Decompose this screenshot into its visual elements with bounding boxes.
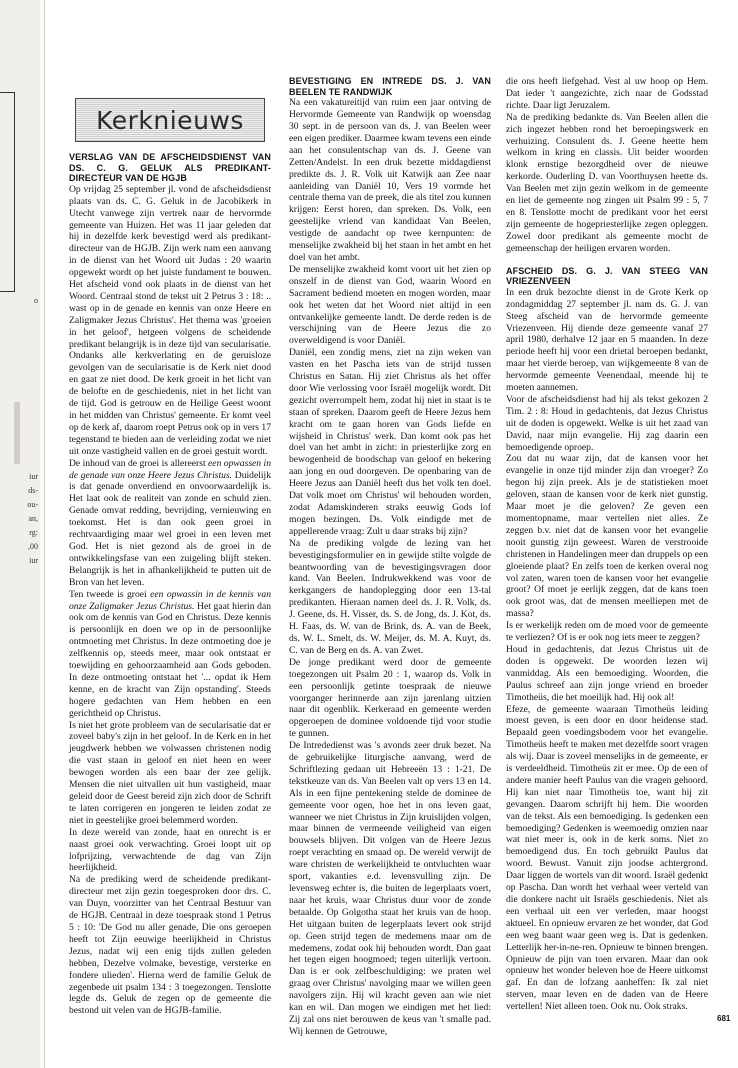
section-logo [75, 98, 265, 142]
column-left [69, 152, 271, 1017]
article-paragraph: De jonge predikant werd door de gemeente toegezongen uit Psalm 20 : 1, waarop ds. Volk in een persoonlijk getinte toespraak de nieuwe voorganger herinnerde aan zijn jarenlang uitzien naar dit ogenblik. Kerkeraad en gemeente werden opgeroepen de dominee voldoende tijd voor studie te gunnen. [289, 656, 491, 740]
article-paragraph: Op vrijdag 25 september jl. vond de afscheidsdienst plaats van ds. C. G. Geluk in de Jacobikerk in Utecht vanwege zijn vertrek naar de hervormde gemeente van Huizen. Het was 11 jaar geleden dat hij in dezelfde kerk bevestigd werd als predikant-directeur van de HGJB. Zijn werk nam een aanvang in de dienst van het Woord uit Judas : 20 waarin opgewekt wordt op het juiste fundament te bouwen. Het afscheid vond ook plaats in de dienst van het Woord. Centraal stond de tekst uit 2 Petrus 3 : 18: .. wast op in de genade en kennis van onze Heere en Zaligmaker Jezus Christus'. Het thema was 'groeien in het geloof', hetgeen volgens de scheidende predikant belangrijk is in deze tijd van secularisatie. Ondanks alle kerkverlating en de geruisloze gevolgen van de secularisatie is de Kerk niet dood en gaat ze niet dood. De kerk groeit in het licht van de belofte en de geschiedenis, niet in het licht van de tijd. God is getrouw en de Heilige Geest woont in het midden van Christus' gemeente. Er komt veel op de kerk af, daarom roept Petrus ook op in vers 17 tegenstand te bieden aan de verleiding zodat we niet uit onze vastigheid vallen en de groei gestuit wordt. [69, 183, 271, 457]
edge-fragment: iur [29, 472, 38, 481]
column-right [506, 76, 708, 1013]
emphasis-text: een opwassin in de kennis van onze Zaligmaker Jezus Christus. [69, 588, 271, 612]
page-number: 681 [717, 1014, 731, 1023]
article-headline-bevestiging: BEVESTIGING EN INTREDE DS. J. VAN BEELEN TE RANDWIJK [289, 76, 491, 97]
edge-fragment: rg: [29, 528, 38, 537]
article-paragraph: Daniël, een zondig mens, ziet na zijn weken van vasten en het Pascha iets van de strijd tussen Christus en Satan. Hij ziet Christus als het offer door Wie verlossing voor Israël mogelijk wordt. Dit gezicht overrompelt hem, zodat hij niet in staat is te staan of spreken. Daarom geeft de Heere Jezus hem kracht om te gaan horen van Gods liefde en wijsheid in Christus' werk. Dan komt ook pas het doel van het ambt in zicht: in priesterlijke zorg en bewogenheid de boodschap van geloof en bekering aan jong en oud doorgeven. De openbaring van de Heere Jezus aan Daniël heeft dus het volk ten doel. Dat volk moet om Christus' wil behouden worden, zodat Adamskinderen straks eeuwig Gods lof mogen bezingen. Ds. Volk eindigde met de appellerende vraag: Zult u daar straks bij zijn? [289, 347, 491, 537]
magazine-page [44, 0, 738, 1068]
article-separator [506, 255, 708, 266]
article-paragraph: die ons heeft liefgehad. Vest al uw hoop op Hem. Dat ieder 't aangezichte, zich naar de Godsstad richte. Daar ligt Jeruzalem. [506, 76, 708, 111]
article-paragraph [69, 458, 271, 589]
article-paragraph: Voor de afscheidsdienst had hij als tekst gekozen 2 Tim. 2 : 8: Houd in gedachtenis, dat Jezus Christus uit de doden is opgewekt. Welke is uit het zaad van David, naar mijn evangelie. Hij zag daarin een bemoedigende oproep. [506, 393, 708, 453]
article-paragraph: Na een vakatureitijd van ruim een jaar ontving de Hervormde Gemeente van Randwijk op woensdag 30 sept. in de persoon van ds. J. van Beelen weer een eigen prediker. Daarmee kwam tevens een einde aan het consulentschap van ds. J. Geene van Zetten/Andelst. In een druk bezette middagdienst predikte ds. J. R. Volk uit Katwijk aan Zee naar aanleiding van Daniël 10, Vers 19 vormde het centrale thema van de preek, die als titel zou kunnen krijgen: Eerst horen, dan spreken. Ds. Volk, een geestelijke vriend van kandidaat Van Beelen, vestigde de aandacht op twee kernpunten: de menselijke zwakheid bij het staan in het ambt en het doel van het ambt. [289, 97, 491, 263]
article-paragraph: Na de prediking werd de scheidende predikant-directeur met zijn gezin toegesproken door drs. C. van Duyn, voorzitter van het Centraal Bestuur van de HGJB. Centraal in deze toespraak stond 1 Petrus 5 : 10: 'De God nu aller genade, Die ons geroepen heeft tot Zijn eeuwige heerlijkheid in Christus Jezus, nadat wij een enig tijds zullen geleden hebben, Dezelve volmake, bevestige, versterke en fondere ulieden'. Hierna werd de familie Geluk de zegenbede uit psalm 134 : 3 toegezongen. Tenslotte legde ds. Geluk de zegen op de gemeente die bestond uit velen van de HGJB-familie. [69, 874, 271, 1017]
article-paragraph: Na de prediking bedankte ds. Van Beelen allen die zich ingezet hebben rond het beroepingswerk en verhuizing. Consulent ds. J. Geene heette hem welkom in kring en classis. Uit beider woorden klonk ernstige bezorgdheid over de nieuwe kerkorde. Ouderling D. van Voorthuysen heette ds. Van Beelen met zijn gezin welkom in de gemeente en liet de gemeente nog zingen uit Psalm 99 : 5, 7 en 8. Tenslotte mocht de predikant voor het eerst zijn gemeente de hogepriesterlijke zegen opleggen. Zowel door predikant als gemeente mocht de gemeenschap der heiligen ervaren worden. [506, 111, 708, 254]
article-paragraph: De menselijke zwakheid komt voort uit het zien op onszelf in de dienst van God, waarin Woord en Sacrament bediend moeten en mogen worden, maar ook het weten dat het Woord niet altijd in een ontvankelijke gemeente landt. De derde reden is de verschijning van de Heere Jezus die zo overweldigend is voor Daniël. [289, 263, 491, 347]
edge-fragment: iur [29, 556, 38, 565]
adjacent-page-rule [0, 92, 15, 292]
article-paragraph: Houd in gedachtenis, dat Jezus Christus uit de doden is opgewekt. De woorden lezen wij vanmiddag. Als een bemoediging. Woorden, die Paulus schreef aan zijn jonge vriend en broeder Timotheüs, die het moeilijk had. Hij ook al! [506, 643, 708, 703]
edge-fragment: ou- [27, 500, 38, 509]
article-paragraph: In een druk bezochte dienst in de Grote Kerk op zondagmiddag 27 september jl. nam ds. G. J. van Steeg afscheid van de hervormde gemeente Vriezenveen. Hij diende deze gemeente vanaf 27 april 1980, derhalve 12 jaar en 5 maanden. In deze periode heeft hij voor een drietal beroepen bedankt, maar het vierde beroep, van wijkgemeente 8 van de hervormde gemeente Veenendaal, meende hij te moeten aannemen. [506, 286, 708, 394]
article-headline-afscheidsdienst: VERSLAG VAN DE AFSCHEIDSDIENST VAN DS. C. G. GELUK ALS PREDIKANT-DIRECTEUR VAN DE HGJB [69, 152, 271, 184]
article-headline-afscheid-van-steeg: AFSCHEID DS. G. J. VAN STEEG VAN VRIEZENVEEN [506, 265, 708, 287]
article-paragraph: Na de prediking volgde de lezing van het bevestigingsformulier en in gewijde stilte volgde de beantwoording van de bevestigingsvragen door kand. Van Beelen. Indrukwekkend was voor de kerkgangers de handoplegging door een 13-tal predikanten. Hieraan namen deel ds. J. R. Volk, ds. J. Geene, ds. H. Visser, ds. S. de Jong, ds. J. Kot, ds. H. Faas, ds. W. van de Brink, ds. A. van de Beek, ds. W. L. Smelt, ds. W. Meijer, ds. M. A. Kuyt, ds. C. van de Berg en ds. A. van Zwet. [289, 537, 491, 656]
edge-fragment: ds- [28, 486, 38, 495]
article-paragraph: Efeze, de gemeente waaraan Timotheüs leiding moest geven, is een door en door heidense stad. Bepaald geen voedingsbodem voor het evangelie. Timotheüs heeft te maken met dezelfde soort vragen als wij. Daar is zoveel menselijks in de gemeente, er is verdeeldheid. Timotheüs zit er mee. Op de een of andere manier heeft Paulus van die vragen gehoord. Hij kan niet naar Timotheüs toe, want hij zit gevangen. Daarom schrijft hij hem. Die woorden van de tekst. Als een bemoediging. Is gedenken een bemoediging? Gedenken is weemoedig omzien naar wat niet meer is, ook in de kerk soms. Niet zo bemoedigend dus. En toch gebruikt Paulus dat woord. Bewust. Vanuit zijn joodse achtergrond. Daar liggen de wortels van dit woord. Israël gedenkt op Pascha. Dan wordt het verhaal weer verteld van die donkere nacht uit Israëls geschiedenis. Niet als een verhaal uit een ver verleden, maar hoogst aktueel. En opnieuw ervaren ze het wonder, dat God een weg baant waar geen weg is. Dat is gedenken. Letterlijk her-in-ne-ren. Opnieuw te binnen brengen. Opnieuw de pijn van toen ervaren. Maar dan ook opnieuw het wonder beleven hoe de Heere uitkomst gaf. En dan de lofzang aanheffen: Ik zal niet sterven, maar leven en de daden van de Heere vertellen! Niet alleen toen. Ook nu. Ook straks. [506, 703, 708, 1013]
adjacent-page-edge [0, 0, 40, 1068]
article-paragraph [69, 589, 271, 720]
section-logo-text: Kerknieuws [96, 105, 244, 135]
article-paragraph: In deze wereld van zonde, haat en onrecht is er naast groei ook verwachting. Groei loopt uit op lofprijzing, verwachtende de dag van Zijn heerlijkheid. [69, 826, 271, 874]
article-paragraph: Zou dat nu waar zijn, dat de kansen voor het evangelie in onze tijd minder zijn dan vroeger? Zo begon hij zijn preek. Als je de statistieken moet geloven, staan de kansen voor de kerk niet gunstig. Maar moet je die geloven? Ze geven een momentopname, maar vertellen niet alles. Ze zeggen b.v. niet dat de kansen voor het evangelie nooit gunstig zijn geweest. Waren de verstrooide christenen in Handelingen meer dan druppels op een gloeiende plaat? En zelfs toen de kerken overal nog vol zaten, waren toen de kansen voor het evangelie groot? Of moet je eerlijk zeggen, dat de kans toen ook groot was, dat de mensen meelliepen met de massa? [506, 453, 708, 620]
adjacent-page-mark [14, 402, 20, 464]
edge-fragment: o [34, 296, 38, 305]
column-middle [289, 76, 491, 1038]
text-run: De inhoud van de groei is allereerst [69, 457, 209, 469]
article-paragraph: Is niet het grote probleem van de secularisatie dat er zoveel baby's zijn in het geloof. In de Kerk en in het jeugdwerk hebben we volwassen christenen nodig die vast staan in geloof en niet heen en weer bewogen worden als een baar der zee gelijk. Mensen die niet uitvallen uit hun vastigheid, maar geleid door de Geest bereid zijn zich door de Schrift te laten corrigeren en jongeren te leiden zodat ze niet in geestelijke groei belemmerd worden. [69, 719, 271, 826]
emphasis-text: een opwassen in de genade van onze Heere Jezus Christus. [69, 457, 272, 481]
edge-fragment: an, [28, 514, 38, 523]
edge-fragment: ,00 [28, 542, 38, 551]
text-run: Ten tweede is groei [69, 588, 151, 600]
text-run: Het gaat hierin dan ook om de kennis van God en Christus. Deze kennis is persoonlijk en doen we op in de persoonlijke ontmoeting met Christus. In deze ontmoeting doe je zelfkennis op, steeds meer, maar ook ontstaat er toewijding en gehoorzaamheid aan Gods geboden. In deze ontmoeting ontstaat het '... opdat ik Hem kenne, en de kracht van Zijn opstanding'. Steeds hogere gedachten van Hem hebben en een gerichtheid op Christus. [69, 600, 272, 719]
article-paragraph: De Intrededienst was 's avonds zeer druk bezet. Na de gebruikelijke liturgische aanvang, werd de Schriftlezing gedaan uit Hebreeën 13 : 1-21. De tekstkeuze van ds. Van Beelen valt op vers 13 en 14. Als in een fijne pentekening stelde de dominee de gemeente voor ogen, hoe het in ons leven gaat, wanneer we niet Christus in Zijn kruislijden volgen, maar binnen de vermeende veiligheid van eigen bouwsels blijven. Dit volgen van de Heere Jezus roept verachting en smaad op. De wereld verwijt de ware christen de werkelijkheid te ontvluchten waar sport, vakanties e.d. levensvulling zijn. De levensweg echter is, die buiten de legerplaats voert, naar het kruis, waar Christus duur voor de zonde betaalde. Op Golgotha staat het kruis van de hoop. Het uitgaan buiten de legerplaats levert ook strijd op. Geen strijd tegen de medemens maar om de medemens, zodat ook hij behouden wordt. Dan gaat het tegen eigen hoogmoed; tegen uiterlijk vertoon. Dan is er ook zelfbeschuldiging: we praten wel graag over Christus' navolging maar we willen geen navolgers zijn. Hij wil kracht geven aan wie niet kan en wil. Dan mogen we eindigen met het lied: Zij zal ons niet berouwen de keus van 't smalle pad. Wij kennen de Getrouwe, [289, 740, 491, 1037]
article-paragraph: Is er werkelijk reden om de moed voor de gemeente te verliezen? Of is er ook nog iets meer te zeggen? [506, 620, 708, 644]
text-run: Duidelijk is dat genade onverdiend en onvoorwaardelijk is. Het laat ook de realiteit van zonde en schuld zien. Genade omvat redding, bevrijding, vernieuwing en toekomst. Het is dan ook geen groei in rechtvaardiging maar wel groei in een leven met God. Het is niet gezond als de groei in de ontwikkelingsfase van een zuigeling blijft steken. Belangrijk is het in afhankelijkheid te putten uit de Bron van het leven. [69, 469, 271, 588]
